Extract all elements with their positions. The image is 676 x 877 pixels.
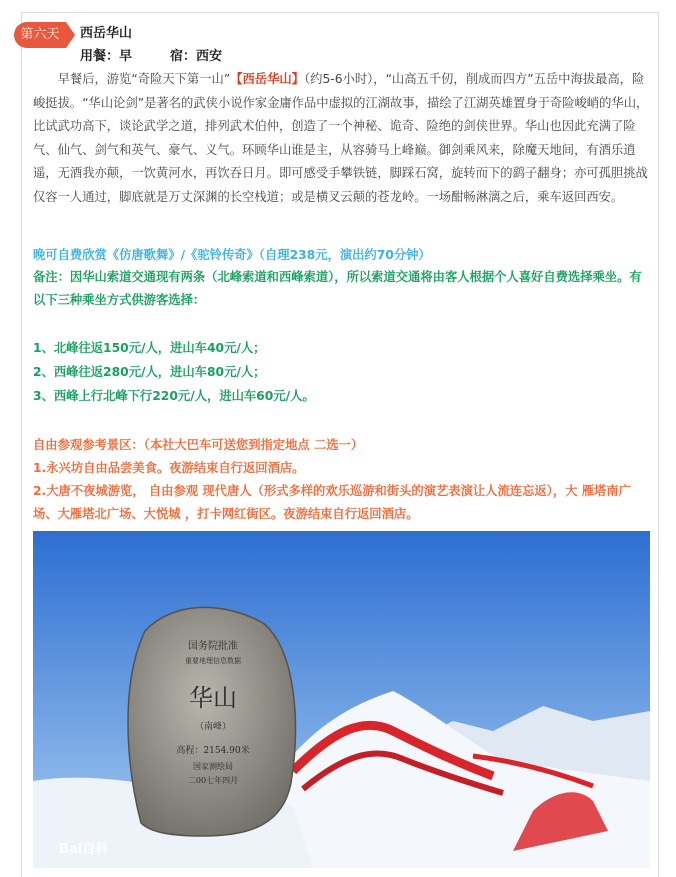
free-tour-item-2: 2.大唐不夜城游览， 自由参观 现代唐人（形式多样的欢乐巡游和街头的演艺表演让人流连忘返），大 雁塔南广场、大雁塔北广场、大悦城 ，打卡网红街区。夜游结束自行返回酒店。 [33,484,631,521]
stone-line-7: 二00七年四月 [187,776,239,785]
stay-label: 宿：西安 [170,49,223,64]
meals-label: 用餐：早 [80,49,133,64]
stone-line-2: 重要地理信息数据 [185,657,241,665]
meals-info [80,45,222,64]
description-part2: （约5-6小时），“山高五千仞，削成而四方”五岳中海拔最高，险峻挺拔。“华山论剑”是著名的武侠小说作家金庸作品中虚拟的江湖故事，描绘了江湖英雄置身于奇险峻峭的华山，比试武功高下，谈论武学之道，排列武术伯仲，创造了一个神秘、诡奇、险绝的剑侠世界。华山也因此充满了险气、仙气、剑气和英气、豪气、义气。环顾华山谁是主，从容骑马上峰巅。御剑乘风来，除魔天地间，有酒乐逍遥，无酒我亦颠，一饮黄河水，再饮吞日月。即可感受手攀铁链，脚踩石窝，旋转而下的鹞子翻身；亦可孤胆挑战仅容一人通过，脚底就是万丈深渊的长空栈道；或是横叉云颠的苍龙岭。一场酣畅淋漓之后，乘车返回西安。 [33,72,649,204]
free-tour-item-1: 1.永兴坊自由品尝美食。夜游结束自行返回酒店。 [33,461,305,475]
stone-line-6: 国家测绘局 [193,762,233,771]
cableway-option-1: 1、北峰往返150元/人，进山车40元/人； [33,341,266,355]
description-part1: 早餐后，游览“奇险天下第一山” [57,72,231,86]
stone-line-1: 国务院批准 [188,641,238,652]
huashan-summit-photo [33,531,650,868]
free-tour-title: 自由参观参考景区：（本社大巴车可送您到指定地点 二选一） [33,438,364,452]
day-badge: 第六天 [14,22,66,48]
description-highlight: 【西岳华山】 [230,72,304,86]
stone-line-3: 华山 [189,684,237,712]
day-description [33,68,650,209]
cableway-option-3: 3、西峰上行北峰下行220元/人，进山车60元/人。 [33,389,315,403]
evening-show: 晚可自费欣赏《仿唐歌舞》/《驼铃传奇》（自理238元，演出约70分钟） [33,248,431,262]
day-title: 西岳华山 [80,26,133,41]
cableway-note: 备注：因华山索道交通现有两条（北峰索道和西峰索道），所以索道交通将由客人根据个人喜好自费选择乘坐。有以下三种乘坐方式供游客选择： [33,270,642,307]
photo-watermark: Bai百科 [59,842,109,857]
cableway-option-2: 2、西峰往返280元/人，进山车80元/人； [33,365,266,379]
stone-line-5: 高程：2154.90米 [176,746,250,756]
stone-line-4: （南峰） [194,722,232,732]
photo-illustration [33,531,650,868]
